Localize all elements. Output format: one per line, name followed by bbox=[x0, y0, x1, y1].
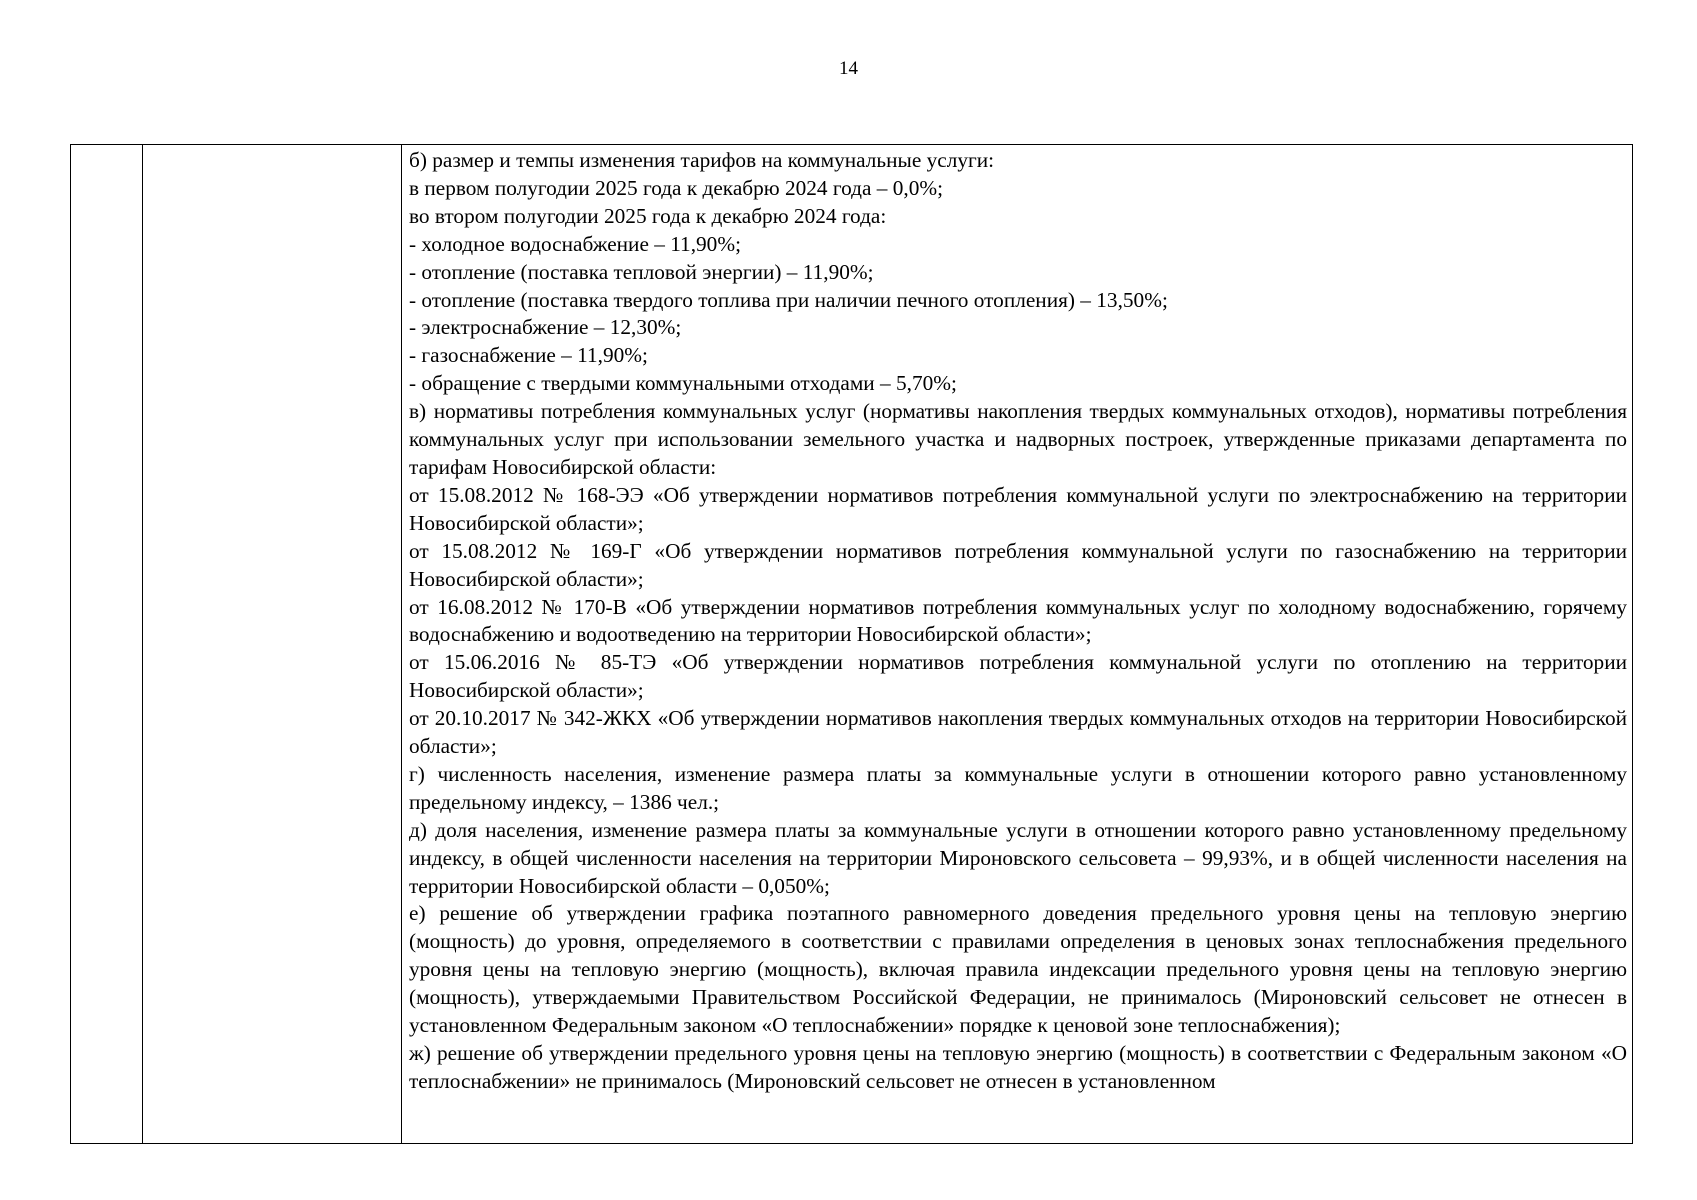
list-item-electricity: - электроснабжение – 12,30%; bbox=[409, 315, 682, 340]
paragraph-order-169: от 15.08.2012 № 169-Г «Об утверждении нормативов потребления коммунальной услуги по газоснабжению на территории Новосибирской области»; bbox=[409, 538, 1627, 591]
document-table bbox=[70, 144, 1633, 1144]
paragraph-first-half: в первом полугодии 2025 года к декабрю 2024 года – 0,0%; bbox=[409, 175, 944, 200]
paragraph-order-342: от 20.10.2017 № 342-ЖКХ «Об утверждении нормативов накопления твердых коммунальных отходов на территории Новосибирской области»; bbox=[409, 706, 1627, 759]
list-item-gas: - газоснабжение – 11,90%; bbox=[409, 343, 648, 368]
list-item-waste: - обращение с твердыми коммунальными отходами – 5,70%; bbox=[409, 371, 957, 396]
list-item-heating: - отопление (поставка тепловой энергии) – 11,90%; bbox=[409, 259, 874, 284]
paragraph-order-170: от 16.08.2012 № 170-В «Об утверждении нормативов потребления коммунальных услуг по холодному водоснабжению, горячему водоснабжению и водоотведению на территории Новосибирской области»; bbox=[409, 594, 1627, 647]
paragraph-tariffs-heading: б) размер и темпы изменения тарифов на коммунальные услуги: bbox=[409, 148, 995, 172]
list-item-solid-fuel: - отопление (поставка твердого топлива при наличии печного отопления) – 13,50%; bbox=[409, 287, 1168, 312]
paragraph-population-count: г) численность населения, изменение размера платы за коммунальные услуги в отношении которого равно установленному предельному индексу, – 1386 чел.; bbox=[409, 761, 1627, 814]
table-column-name bbox=[143, 145, 402, 1143]
paragraph-heat-price-schedule: е) решение об утверждении графика поэтапного равномерного доведения предельного уровня цены на тепловую энергию (мощность) до уровня, определяемого в соответствии с правилами определения в ценовых зонах теплоснабжения предельного уровня цены на тепловую энергию (мощность), включая правила индексации предельного уровня цены на тепловую энергию (мощность), утверждаемыми Правительством Российской Федерации, не принималось (Мироновский сельсовет не отнесен в установленном Федеральным законом «О теплоснабжении» порядке к ценовой зоне теплоснабжения); bbox=[409, 901, 1627, 1038]
paragraph-consumption-norms: в) нормативы потребления коммунальных услуг (нормативы накопления твердых коммунальных отходов), нормативы потребления коммунальных услуг при использовании земельного участка и надворных построек, утвержденные приказами департамента по тарифам Новосибирской области: bbox=[409, 399, 1627, 479]
paragraph-heat-price-limit: ж) решение об утверждении предельного уровня цены на тепловую энергию (мощность) в соответствии с Федеральным законом «О теплоснабжении» не принималось (Мироновский сельсовет не отнесен в установленном bbox=[409, 1041, 1627, 1093]
table-column-number bbox=[71, 145, 143, 1143]
paragraph-second-half: во втором полугодии 2025 года к декабрю 2024 года: bbox=[409, 203, 887, 228]
table-column-content bbox=[402, 145, 1632, 1143]
list-item-cold-water: - холодное водоснабжение – 11,90%; bbox=[409, 231, 741, 256]
paragraph-order-168: от 15.08.2012 № 168-ЭЭ «Об утверждении нормативов потребления коммунальной услуги по электроснабжению на территории Новосибирской области»; bbox=[409, 482, 1627, 535]
paragraph-population-share: д) доля населения, изменение размера платы за коммунальные услуги в отношении которого равно установленному предельному индексу, в общей численности населения на территории Мироновского сельсовета – 99,93%, и в общей численности населения на территории Новосибирской области – 0,050%; bbox=[409, 817, 1627, 898]
paragraph-order-85: от 15.06.2016 № 85-ТЭ «Об утверждении нормативов потребления коммунальной услуги по отоплению на территории Новосибирской области»; bbox=[409, 650, 1627, 703]
page-number: 14 bbox=[839, 58, 858, 79]
